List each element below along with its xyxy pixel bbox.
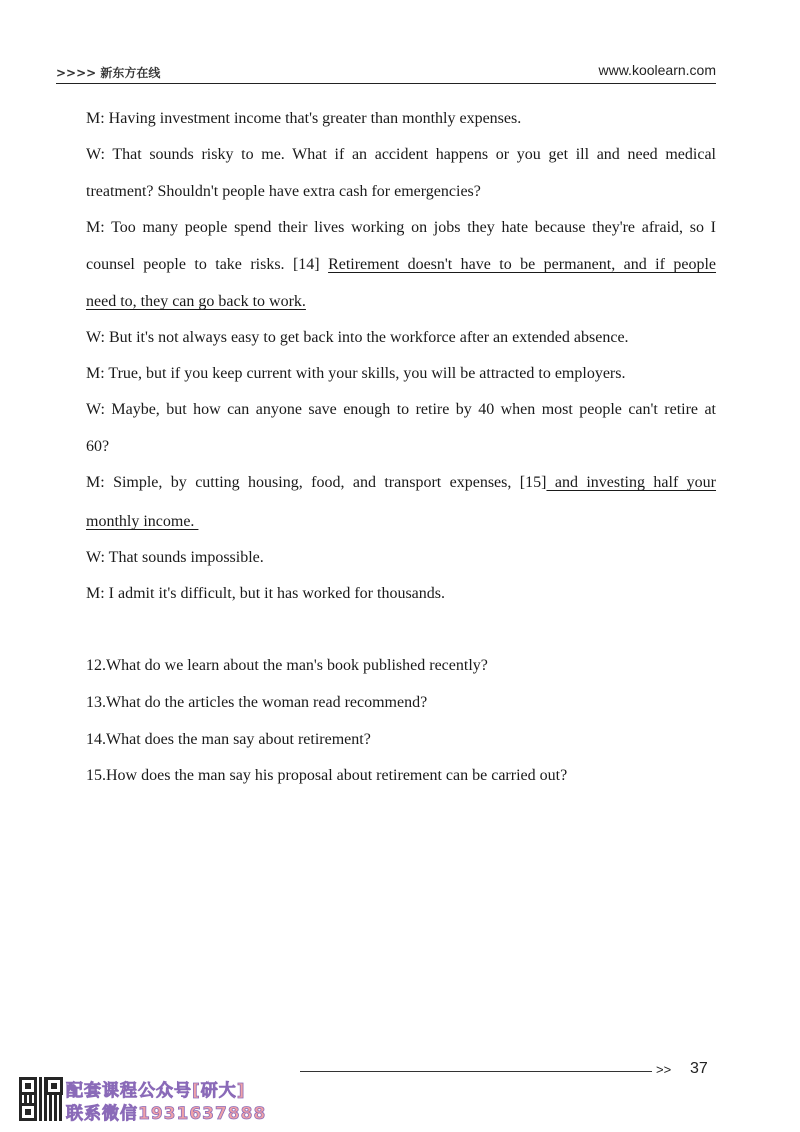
header-rule	[56, 83, 716, 84]
dialogue-line	[86, 255, 716, 275]
question-13: 13.What do the articles the woman read recommend?	[86, 694, 428, 711]
answer-14-underlined: Retirement doesn't have to be permanent, and if people	[328, 256, 717, 273]
question-15: 15.How does the man say his proposal about retirement can be carried out?	[86, 767, 568, 784]
dialogue-line: M: Having investment income that's greater than monthly expenses.	[86, 110, 522, 127]
dialogue-text: counsel people to take risks. [14]	[86, 256, 329, 273]
dialogue-line: W: That sounds impossible.	[86, 549, 264, 566]
dialogue-line: M: I admit it's difficult, but it has worked for thousands.	[86, 585, 445, 602]
dialogue-text: M: Simple, by cutting housing, food, and transport expenses, [15]	[86, 474, 547, 491]
page-header	[56, 62, 716, 84]
answer-14-underlined-cont: need to, they can go back to work.	[86, 293, 306, 310]
watermark-line: 配套课程公众号[研大]	[66, 1081, 246, 1101]
answer-15-underlined: and investing half your	[546, 474, 717, 491]
dialogue-line: W: But it's not always easy to get back into the workforce after an extended absence.	[86, 329, 629, 346]
page-number: 37	[690, 1060, 708, 1077]
question-14: 14.What does the man say about retirement?	[86, 731, 371, 748]
dialogue-line: W: Maybe, but how can anyone save enough to retire by 40 when most people can't retire at	[86, 401, 716, 418]
dialogue-line: treatment? Shouldn't people have extra cash for emergencies?	[86, 183, 481, 200]
header-brand: >>>> 新东方在线	[56, 66, 161, 80]
qr-code-icon	[19, 1077, 63, 1121]
footer-arrow: >>	[656, 1062, 672, 1077]
dialogue-line: W: That sounds risky to me. What if an accident happens or you get ill and need medical	[86, 146, 716, 163]
dialogue-line: M: Too many people spend their lives working on jobs they hate because they're afraid, so I	[86, 219, 716, 236]
watermark-line: 联系微信1931637888	[66, 1104, 267, 1124]
dialogue-line: 60?	[86, 438, 110, 455]
header-url: www.koolearn.com	[598, 62, 716, 78]
question-12: 12.What do we learn about the man's book published recently?	[86, 657, 488, 674]
footer-rule	[300, 1071, 652, 1072]
dialogue-line	[86, 512, 716, 532]
dialogue-line: M: True, but if you keep current with your skills, you will be attracted to employers.	[86, 365, 626, 382]
dialogue-line	[86, 292, 716, 312]
answer-15-underlined-cont: monthly income.	[86, 513, 199, 530]
dialogue-line	[86, 473, 716, 493]
